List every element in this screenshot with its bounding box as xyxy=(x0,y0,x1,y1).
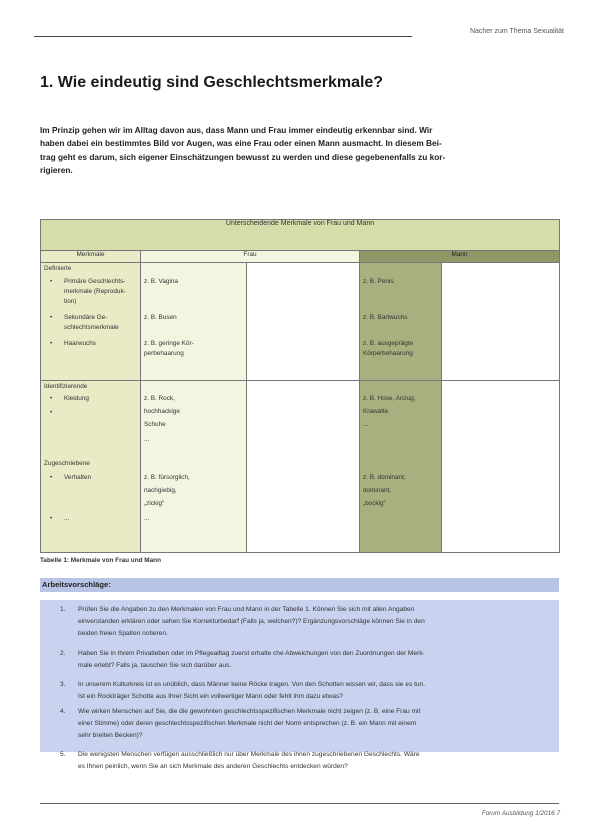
table-caption-below: Tabelle 1: Merkmale von Frau und Mann xyxy=(40,557,161,564)
header-merkmale: Merkmale xyxy=(41,251,141,263)
task-text xyxy=(78,604,554,640)
cell-text: z. B. dominant, xyxy=(363,474,406,481)
page-title: 1. Wie eindeutig sind Geschlechtsmerkmale? xyxy=(40,74,384,91)
running-footer: Forum Ausbildung 1/2016 7 xyxy=(481,810,560,817)
cell-text: z. B. Hose, Anzug, xyxy=(363,395,416,402)
task-text xyxy=(78,706,554,742)
cell-text: ... xyxy=(363,421,369,428)
mann-example-cell xyxy=(360,381,442,553)
task-line: beiden freien Spalten notieren. xyxy=(78,630,168,637)
cell-text: z. B. Penis xyxy=(363,278,394,285)
cell-text: • Primäre Geschlechts- xyxy=(64,277,125,287)
task-line: Prüfen Sie die Angaben zu den Merkmalen von Frau und Mann in der Tabelle 1. Können Sie sich mit allen Angaben xyxy=(78,606,415,613)
cell-text: • ... xyxy=(64,514,69,524)
tasks-title: Arbeitsvorschläge: xyxy=(42,580,111,589)
task-number: 2. xyxy=(60,650,66,657)
frau-notes-cell[interactable] xyxy=(247,381,360,553)
frau-notes-cell[interactable] xyxy=(247,263,360,381)
cell-text: perbehaarung xyxy=(144,350,184,357)
mann-example-cell xyxy=(360,263,442,381)
cell-text: • Sekundäre Ge- xyxy=(64,313,107,323)
task-line: es Ihnen peinlich, wenn Sie an sich Merkmale des anderen Geschlechts entdecken würden? xyxy=(78,763,348,770)
intro-paragraph xyxy=(40,124,560,178)
table-caption-cell xyxy=(41,220,560,251)
task-line: einer Stimme) oder deren geschlechtsspezifischen Merkmale nicht der Norm entsprechen (z. B. ein Mann mit einem xyxy=(78,720,417,727)
task-line: Die wenigsten Menschen verfügen ausschließlich nur über Merkmale des ihnen zugeschriebenen Geschlechts. Wäre xyxy=(78,751,420,758)
task-line: Ist ein Rockträger Schotte aus Ihrer Sicht ein vollwertiger Mann oder fehlt ihm dazu etwas? xyxy=(78,693,343,700)
intro-line: trag geht es darum, sich eigener Einschätzungen bewusst zu werden und diese gegebenenfalls zu kor- xyxy=(40,151,446,162)
cell-text: Schuhe xyxy=(144,421,166,428)
frau-example-cell xyxy=(141,263,247,381)
cell-text: hochhackige xyxy=(144,408,180,415)
cell-text: schlechtsmerkmale xyxy=(64,324,119,331)
cell-text: z. B. geringe Kör- xyxy=(144,340,194,347)
cell-text: tion) xyxy=(64,298,77,305)
footer-line xyxy=(40,803,559,804)
cell-text: • Kleidung xyxy=(64,394,89,404)
task-line: einverstanden erklären oder sehen Sie Korrekturbedarf (Falls ja, welchen?)? Ergänzungsvorschläge können Sie in den xyxy=(78,618,425,625)
task-number: 5. xyxy=(60,751,66,758)
table-caption: Unterscheidende Merkmale von Frau und Mann xyxy=(225,220,375,227)
features-table xyxy=(40,219,560,553)
header-frau: Frau xyxy=(141,251,360,263)
cell-text: • Haarwuchs xyxy=(64,339,96,349)
header-line xyxy=(34,36,412,37)
task-line: Wie wirken Menschen auf Sie, die die gewohnten geschlechtsspezifischen Merkmale nicht zeigen (z. B. eine Frau mit xyxy=(78,708,421,715)
cell-text: merkmale (Reproduk- xyxy=(64,288,126,295)
cell-text: „bockig“ xyxy=(363,500,386,507)
task-line: male erlebt? Falls ja, tauschen Sie sich darüber aus. xyxy=(78,662,232,669)
cell-text: • Verhalten xyxy=(64,473,91,483)
task-text xyxy=(78,749,554,773)
task-number: 4. xyxy=(60,708,66,715)
cell-text: z. B. Rock, xyxy=(144,395,175,402)
mann-notes-cell[interactable] xyxy=(442,263,560,381)
cell-text: dominant, xyxy=(363,487,392,494)
intro-line: Im Prinzip gehen wir im Alltag davon aus, dass Mann und Frau immer eindeutig erkennbar sind. Wir xyxy=(40,125,433,135)
intro-line: haben dabei ein bestimmtes Bild vor Augen, was eine Frau oder einen Mann ausmacht. In diesem Bei- xyxy=(40,138,442,149)
task-line: In unserem Kulturkreis ist es unüblich, dass Männer keine Röcke tragen. Von den Schotten wissen wir, dass sie es tun. xyxy=(78,681,426,688)
mann-notes-cell[interactable] xyxy=(442,381,560,553)
cell-text: nachgiebig, xyxy=(144,487,177,494)
merkmale-cell xyxy=(41,263,141,381)
cell-text: z. B. Vagina xyxy=(144,278,178,285)
features-table-wrap xyxy=(40,219,559,553)
tasks-title-bar xyxy=(40,578,559,592)
running-header: Nacher zum Thema Sexualität xyxy=(469,28,564,35)
table-row xyxy=(41,381,560,553)
cell-text: ... xyxy=(144,436,150,443)
cell-text: z. B. fürsorglich, xyxy=(144,474,190,481)
task-text xyxy=(78,679,554,703)
task-line: Haben Sie in Ihrem Privatleben oder im Pflegealltag zuerst erhalte che Abweichungen von den Zuordnungen der Merk- xyxy=(78,650,425,657)
cell-text: z. B. Bartwuchs xyxy=(363,314,408,321)
cell-text: Körperbehaarung xyxy=(363,350,413,357)
task-line: sehr breiten Becken)? xyxy=(78,732,143,739)
frau-example-cell xyxy=(141,381,247,553)
cell-text: Zugeschriebene xyxy=(44,460,90,467)
cell-text: Definierte xyxy=(44,265,72,272)
cell-text: ... xyxy=(144,515,150,522)
header-mann: Mann xyxy=(360,251,560,263)
cell-text: Krawatte xyxy=(363,408,389,415)
task-number: 3. xyxy=(60,681,66,688)
cell-text: „zickig“ xyxy=(144,500,165,507)
task-number: 1. xyxy=(60,606,66,613)
cell-text: z. B. ausgeprägte xyxy=(363,340,414,347)
intro-line: rigieren. xyxy=(40,165,73,176)
cell-text: Identifizierende xyxy=(44,383,88,390)
task-text xyxy=(78,648,554,672)
table-row xyxy=(41,263,560,381)
merkmale-cell xyxy=(41,381,141,553)
cell-text: z. B. Busen xyxy=(144,314,177,321)
